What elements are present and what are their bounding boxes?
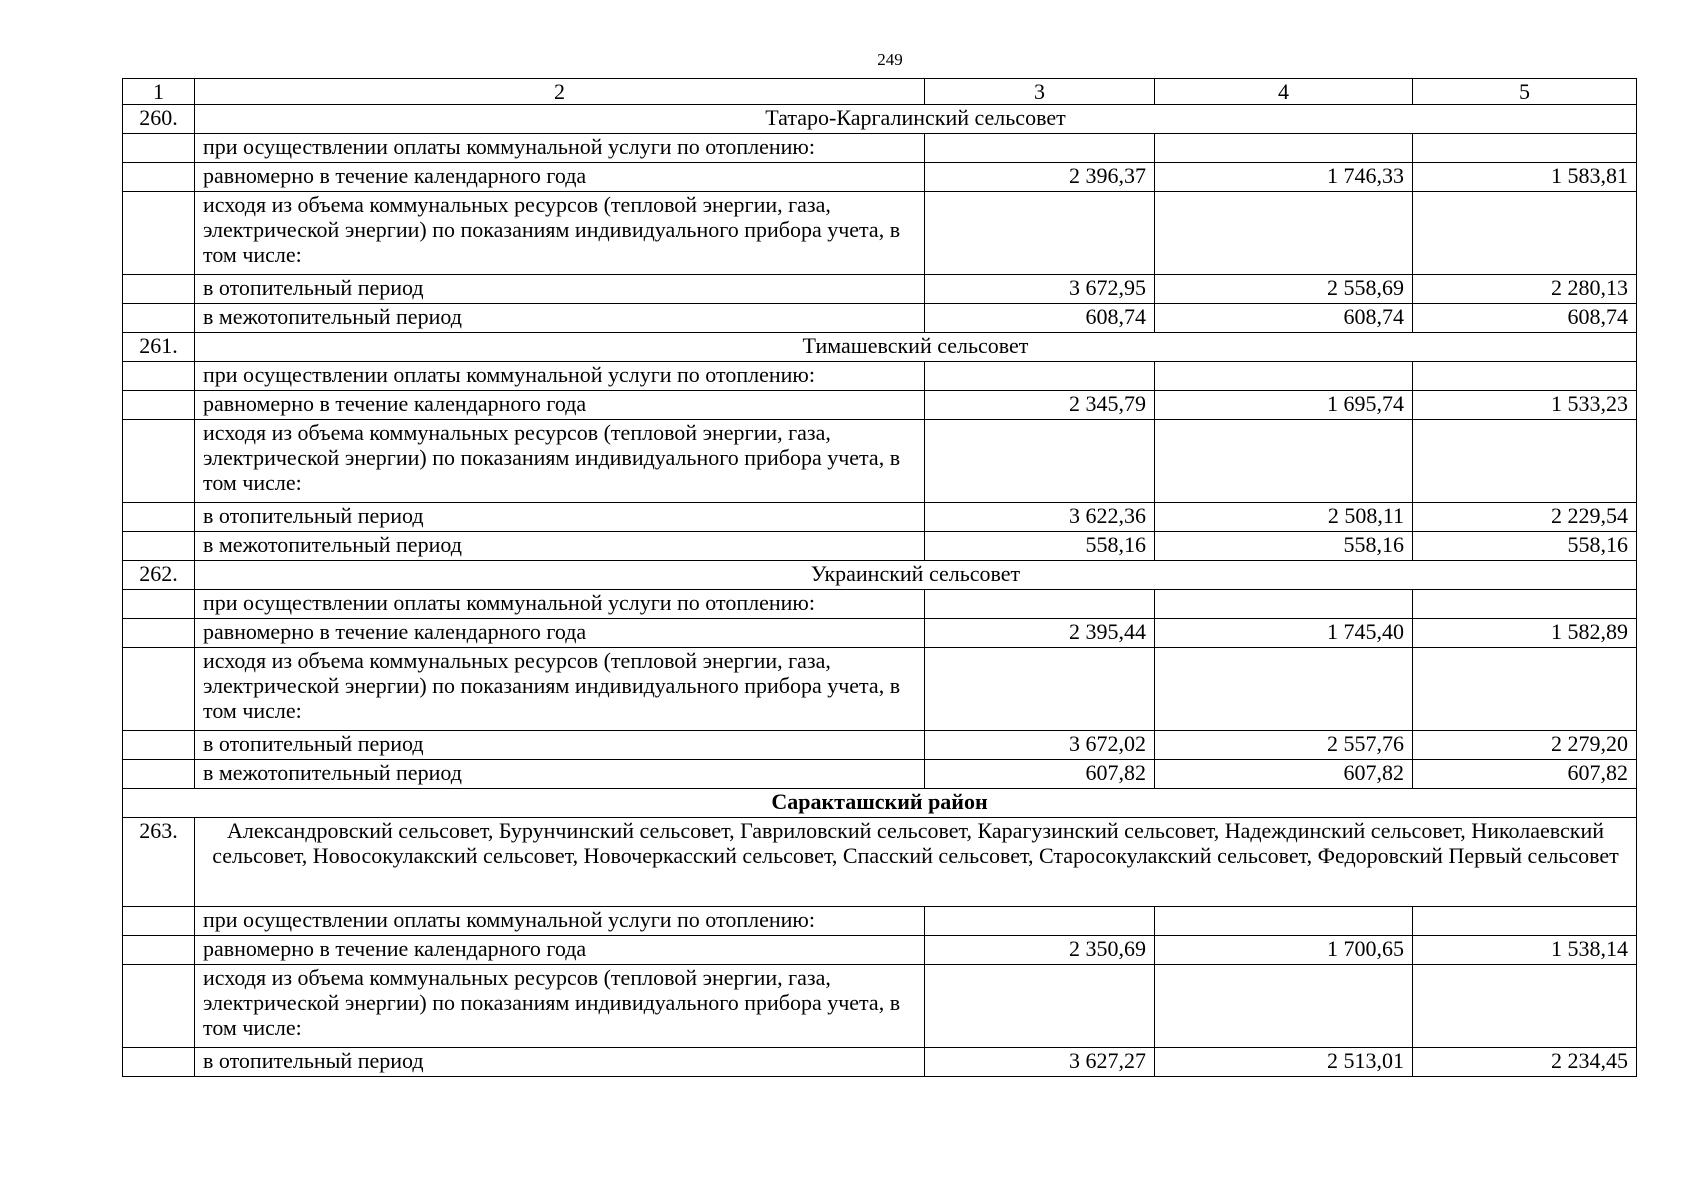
value-col-5: 2 279,20	[1413, 731, 1637, 760]
value-col-5: 1 538,14	[1413, 936, 1637, 965]
section-title: Украинский сельсовет	[195, 561, 1637, 590]
district-row	[123, 789, 1637, 818]
value-col-3	[925, 192, 1155, 275]
empty-cell	[123, 163, 195, 192]
table-row	[123, 275, 1637, 304]
value-col-4: 607,82	[1155, 760, 1413, 789]
value-col-3: 2 350,69	[925, 936, 1155, 965]
value-col-4: 2 513,01	[1155, 1048, 1413, 1077]
value-col-3	[925, 590, 1155, 619]
value-col-5	[1413, 965, 1637, 1048]
table-row	[123, 391, 1637, 420]
value-col-5: 608,74	[1413, 304, 1637, 333]
value-col-3	[925, 420, 1155, 503]
value-col-5: 1 533,23	[1413, 391, 1637, 420]
empty-cell	[123, 532, 195, 561]
tariff-table	[122, 78, 1637, 1077]
section-title: Тимашевский сельсовет	[195, 333, 1637, 362]
section-title: Александровский сельсовет, Бурунчинский сельсовет, Гавриловский сельсовет, Карагузинский сельсовет, Надеждинский сельсовет, Николаевский сельсовет, Новосокулакский сельсовет, Новочеркасский сельсовет, Спасский сельсовет, Старосокулакский сельсовет, Федоровский Первый сельсовет	[195, 818, 1637, 907]
value-col-5	[1413, 362, 1637, 391]
value-col-5	[1413, 134, 1637, 163]
row-label: в отопительный период	[195, 731, 925, 760]
value-col-3: 607,82	[925, 760, 1155, 789]
table-row	[123, 192, 1637, 275]
empty-cell	[123, 503, 195, 532]
table-row	[123, 936, 1637, 965]
section-number: 263.	[123, 818, 195, 907]
empty-cell	[123, 760, 195, 789]
value-col-5	[1413, 420, 1637, 503]
value-col-4: 1 746,33	[1155, 163, 1413, 192]
value-col-4	[1155, 362, 1413, 391]
row-label: в межотопительный период	[195, 532, 925, 561]
row-label: при осуществлении оплаты коммунальной услуги по отоплению:	[195, 362, 925, 391]
row-label: равномерно в течение календарного года	[195, 163, 925, 192]
value-col-5: 2 280,13	[1413, 275, 1637, 304]
empty-cell	[123, 731, 195, 760]
header-col-5: 5	[1413, 79, 1637, 105]
value-col-3: 558,16	[925, 532, 1155, 561]
section-number: 262.	[123, 561, 195, 590]
table-row	[123, 590, 1637, 619]
row-label: исходя из объема коммунальных ресурсов (тепловой энергии, газа, электрической энергии) по показаниям индивидуального прибора учета, в том числе:	[195, 420, 925, 503]
value-col-4	[1155, 907, 1413, 936]
table-row	[123, 503, 1637, 532]
section-title-row	[123, 105, 1637, 134]
empty-cell	[123, 965, 195, 1048]
value-col-4	[1155, 134, 1413, 163]
empty-cell	[123, 590, 195, 619]
table-row	[123, 760, 1637, 789]
value-col-4: 1 695,74	[1155, 391, 1413, 420]
section-title-row	[123, 333, 1637, 362]
value-col-5	[1413, 648, 1637, 731]
empty-cell	[123, 936, 195, 965]
table-row	[123, 965, 1637, 1048]
value-col-3	[925, 965, 1155, 1048]
value-col-4: 2 508,11	[1155, 503, 1413, 532]
row-label: равномерно в течение календарного года	[195, 391, 925, 420]
value-col-3: 3 672,95	[925, 275, 1155, 304]
value-col-4: 2 558,69	[1155, 275, 1413, 304]
table-row	[123, 1048, 1637, 1077]
value-col-4: 558,16	[1155, 532, 1413, 561]
value-col-3: 3 672,02	[925, 731, 1155, 760]
header-row	[123, 79, 1637, 105]
section-title-row	[123, 561, 1637, 590]
empty-cell	[123, 648, 195, 731]
table-row	[123, 731, 1637, 760]
district-title: Саракташский район	[123, 789, 1637, 818]
section-title: Татаро-Каргалинский сельсовет	[195, 105, 1637, 134]
empty-cell	[123, 192, 195, 275]
table-row	[123, 304, 1637, 333]
empty-cell	[123, 362, 195, 391]
table-row	[123, 362, 1637, 391]
section-title-row	[123, 818, 1637, 907]
row-label: равномерно в течение календарного года	[195, 936, 925, 965]
row-label: при осуществлении оплаты коммунальной услуги по отоплению:	[195, 590, 925, 619]
value-col-4: 608,74	[1155, 304, 1413, 333]
value-col-4	[1155, 420, 1413, 503]
header-col-1: 1	[123, 79, 195, 105]
value-col-3	[925, 362, 1155, 391]
row-label: при осуществлении оплаты коммунальной услуги по отоплению:	[195, 907, 925, 936]
value-col-5: 1 582,89	[1413, 619, 1637, 648]
value-col-5: 1 583,81	[1413, 163, 1637, 192]
row-label: исходя из объема коммунальных ресурсов (тепловой энергии, газа, электрической энергии) по показаниям индивидуального прибора учета, в том числе:	[195, 192, 925, 275]
empty-cell	[123, 420, 195, 503]
value-col-4	[1155, 590, 1413, 619]
table-row	[123, 648, 1637, 731]
table-row	[123, 134, 1637, 163]
table-row	[123, 619, 1637, 648]
value-col-4	[1155, 965, 1413, 1048]
header-col-2: 2	[195, 79, 925, 105]
value-col-4: 2 557,76	[1155, 731, 1413, 760]
empty-cell	[123, 391, 195, 420]
value-col-3	[925, 134, 1155, 163]
value-col-5: 2 229,54	[1413, 503, 1637, 532]
header-col-3: 3	[925, 79, 1155, 105]
row-label: в отопительный период	[195, 503, 925, 532]
empty-cell	[123, 304, 195, 333]
table-row	[123, 163, 1637, 192]
value-col-3: 2 395,44	[925, 619, 1155, 648]
row-label: равномерно в течение календарного года	[195, 619, 925, 648]
row-label: исходя из объема коммунальных ресурсов (тепловой энергии, газа, электрической энергии) по показаниям индивидуального прибора учета, в том числе:	[195, 648, 925, 731]
empty-cell	[123, 134, 195, 163]
value-col-3: 3 627,27	[925, 1048, 1155, 1077]
value-col-5: 607,82	[1413, 760, 1637, 789]
value-col-3: 2 345,79	[925, 391, 1155, 420]
page-number: 249	[877, 50, 903, 69]
empty-cell	[123, 275, 195, 304]
value-col-4: 1 745,40	[1155, 619, 1413, 648]
value-col-3: 2 396,37	[925, 163, 1155, 192]
value-col-3	[925, 648, 1155, 731]
value-col-3	[925, 907, 1155, 936]
header-col-4: 4	[1155, 79, 1413, 105]
empty-cell	[123, 907, 195, 936]
section-number: 260.	[123, 105, 195, 134]
value-col-4: 1 700,65	[1155, 936, 1413, 965]
section-number: 261.	[123, 333, 195, 362]
value-col-4	[1155, 192, 1413, 275]
table-row	[123, 420, 1637, 503]
row-label: при осуществлении оплаты коммунальной услуги по отоплению:	[195, 134, 925, 163]
row-label: в межотопительный период	[195, 304, 925, 333]
value-col-3: 608,74	[925, 304, 1155, 333]
value-col-5	[1413, 907, 1637, 936]
value-col-5: 2 234,45	[1413, 1048, 1637, 1077]
value-col-3: 3 622,36	[925, 503, 1155, 532]
value-col-4	[1155, 648, 1413, 731]
table-row	[123, 532, 1637, 561]
value-col-5	[1413, 192, 1637, 275]
row-label: в межотопительный период	[195, 760, 925, 789]
row-label: исходя из объема коммунальных ресурсов (тепловой энергии, газа, электрической энергии) по показаниям индивидуального прибора учета, в том числе:	[195, 965, 925, 1048]
row-label: в отопительный период	[195, 1048, 925, 1077]
empty-cell	[123, 1048, 195, 1077]
value-col-5: 558,16	[1413, 532, 1637, 561]
value-col-5	[1413, 590, 1637, 619]
row-label: в отопительный период	[195, 275, 925, 304]
empty-cell	[123, 619, 195, 648]
table-row	[123, 907, 1637, 936]
